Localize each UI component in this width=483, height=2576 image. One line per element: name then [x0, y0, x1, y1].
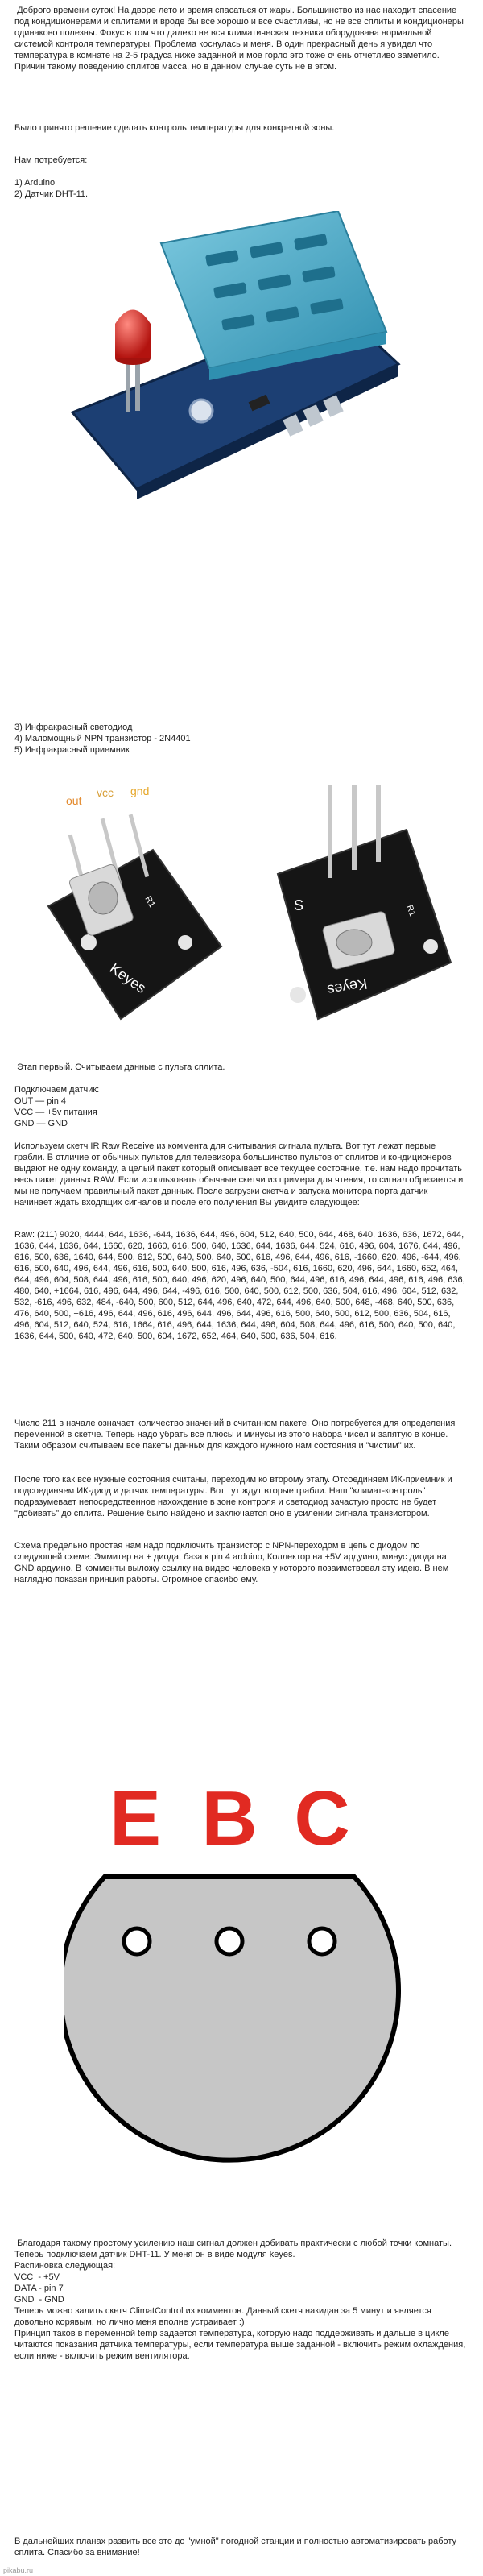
- keyes-logo: Keyes: [326, 975, 369, 999]
- keyes-logo: Keyes: [106, 959, 150, 996]
- connect-line: GND — GND: [14, 1119, 68, 1129]
- watermark: pikabu.ru: [3, 2566, 34, 2574]
- requirement-item: 3) Инфракрасный светодиод: [14, 723, 133, 732]
- silkscreen-r1: R1: [404, 903, 418, 918]
- connect-title: Подключаем датчик:: [14, 1085, 100, 1095]
- requirement-item: 1) Arduino: [14, 178, 56, 188]
- pin-letter-c: C: [294, 1775, 350, 1862]
- sketch-paragraph: Используем скетч IR Raw Receive из коммента для считывания сигнала пульта. Вот тут лежат первые грабли. В отличие от обычных пультов для телевизора большинство пультов от сплитов и кондиционеров выдают не одну команду, а целый пакет который описывает все текущее состояние, т.е. нам надо прочитать весь пакет данных RAW. Если использовать обычные скетчи из примера для чтения, то сигнал обрезается и мы не получаем правильный пакет данных. После загрузки скетча и запуска монитора порта датчик начинает ждать входящих сигналов и после его получения Вы увидите следующее:: [14, 1141, 466, 1207]
- silkscreen-r1: R1: [142, 894, 157, 909]
- raw-data-paragraph: Raw: (211) 9020, 4444, 644, 1636, -644, 1636, 644, 496, 604, 512, 640, 500, 644, 468, 640, 1636, 636, 1672, 644, 1636, 644, 1636, 644, 1660, 620, 1660, 616, 500, 640, 1636, 644, 1636, 644, 524, 616, 496, 604, 1676, 644, 496, 616, 500, 636, 1640, 644, 500, 612, 500, 640, 500, 640, 500, 616, 496, 644, 496, 616, -1660, 620, 496, -644, 496, 616, 500, 640, 496, 644, 496, 616, 500, 640, 500, 616, 496, 636, -504, 616, 1660, 620, 496, 644, 1660, 652, 464, 644, 496, 604, 508, 644, 496, 616, 500, 640, 496, 620, 496, 640, 500, 644, 496, 616, 496, 644, 496, 616, 496, 636, 480, 640, +1664, 616, 496, 644, 496, 644, -496, 616, 500, 640, 500, 612, 500, 636, 504, 616, 496, 604, 512, 632, 532, -616, 496, 632, 484, -640, 500, 600, 512, 644, 496, 640, 472, 644, 496, 640, 500, 648, -468, 640, 500, 636, 476, 640, 500, +616, 496, 644, 496, 616, 496, 644, 496, 644, 496, 616, 500, 640, 500, 612, 500, 636, 504, 616, 496, 604, 512, 640, 524, 616, 1664, 616, 496, 644, 1636, 644, 496, 604, 508, 644, 496, 616, 500, 640, 500, 640, 1636, 644, 500, 640, 472, 640, 500, 604, 1672, 652, 464, 640, 500, 636, 504, 616,: [14, 1230, 468, 1341]
- pin-letter-b: B: [201, 1775, 258, 1862]
- pin-hole-emitter: [124, 1928, 150, 1954]
- mounting-hole: [190, 400, 213, 422]
- requirement-item: 4) Маломощный NPN транзистор - 2N4401: [14, 734, 191, 743]
- decision-paragraph: Было принято решение сделать контроль температуры для конкретной зоны.: [14, 123, 335, 133]
- stage1-heading: Этап первый. Считываем данные с пульта сплита.: [14, 1062, 225, 1072]
- ir-receiver-module-front-photo: [32, 785, 225, 1027]
- silkscreen-s: S: [294, 897, 304, 913]
- pin-letter-e: E: [109, 1775, 162, 1862]
- transistor-pinout-diagram: [64, 1675, 411, 2191]
- ir-receiver-module-back-photo: [262, 785, 455, 1027]
- pin-hole-base: [217, 1928, 242, 1954]
- requirement-item: 2) Датчик DHT-11.: [14, 189, 89, 199]
- scheme-paragraph: Схема предельно простая нам надо подключить транзистор с NPN-переходом в цепь с диодом по следующей схеме: Эммитер на + диода, база к pin 4 arduino, Коллектор на +5V ардуино, минус диода на GND ардуино. В комменты выложу ссылку на видео человека у которого позаимствовал эту идею. В нем наглядно показан принцип работы. Огромное спасибо ему.: [14, 1541, 452, 1584]
- connect-line: OUT — pin 4: [14, 1096, 66, 1106]
- pin-hole-collector: [309, 1928, 335, 1954]
- requirement-item: 5) Инфракрасный приемник: [14, 745, 130, 755]
- requirements-title: Нам потребуется:: [14, 155, 88, 165]
- silkscreen-minus: -: [419, 832, 424, 850]
- dht11-module-photo: [56, 211, 411, 501]
- connect-line: VCC — +5v питания: [14, 1108, 97, 1117]
- transistor-body-outline: [64, 1877, 398, 2160]
- intro-paragraph: Доброго времени суток! На дворе лето и время спасаться от жары. Большинство из нас находит спасение под кондиционерами и сплитами и вроде бы все хорошо и все счастливы, но не все сплиты и кондиционеры одинаково полезны. Фокус в том что далеко не вся климатическая техника оборудована нормальной системой контроля температуры. Проблема коснулась и меня. В один прекрасный день я увидел что температура в комнате на 2-5 градуса ниже заданной и мое горло это тоже очень отчетливо заметило. Причин такому поведению сплитов масса, но в данном случае суть не в этом.: [14, 6, 466, 72]
- pin-label-out: out: [66, 794, 82, 807]
- stage2-paragraph: После того как все нужные состояния считаны, переходим ко второму этапу. Отсоединяем ИК-приемник и подсоединяем ИК-диод и датчик температуры. Вот тут ждут вторые грабли. Наш "климат-контроль" подразумевает непосредственное нахождение в зоне контроля и светодиод зачастую просто не будет "добивать" до сплита. Решение было найдено и заключается оно в усилении сигнала транзистором.: [14, 1475, 455, 1518]
- pin-label-vcc: vcc: [97, 786, 114, 799]
- pcb-board: [48, 850, 221, 1019]
- pin-label-gnd: gnd: [130, 785, 150, 797]
- final-paragraph: В дальнейших планах развить все это до "умной" погодной станции и полностью автоматизировать работу сплита. Спасибо за внимание!: [14, 2537, 460, 2557]
- outro-paragraph: Благодаря такому простому усилению наш сигнал должен добивать практически с любой точки комнаты. Теперь подключаем датчик DHT-11. У меня он в виде модуля keyes. Распиновка следующая: VCC - +5V DATA - pin 7 GND - GND Теперь можно залить скетч ClimatControl из комментов. Данный скетч накидан за 5 минут и является довольно корявым, но лично меня вполне устраивает :) Принцип таков в переменной temp задается температура, которую надо поддерживать и дальше в цикле читаются показания датчика температуры, если температура выше заданной - включить режим охлаждения, если ниже - включить режим вентилятора.: [14, 2238, 466, 2361]
- count-paragraph: Число 211 в начале означает количество значений в считанном пакете. Оно потребуется для определения переменной в скетче. Теперь надо убрать все плюсы и минусы из этого набора чисел и запятую в конце. Таким образом считываем все пакеты данных для каждого нужного нам состояния и "чистим" их.: [14, 1418, 458, 1451]
